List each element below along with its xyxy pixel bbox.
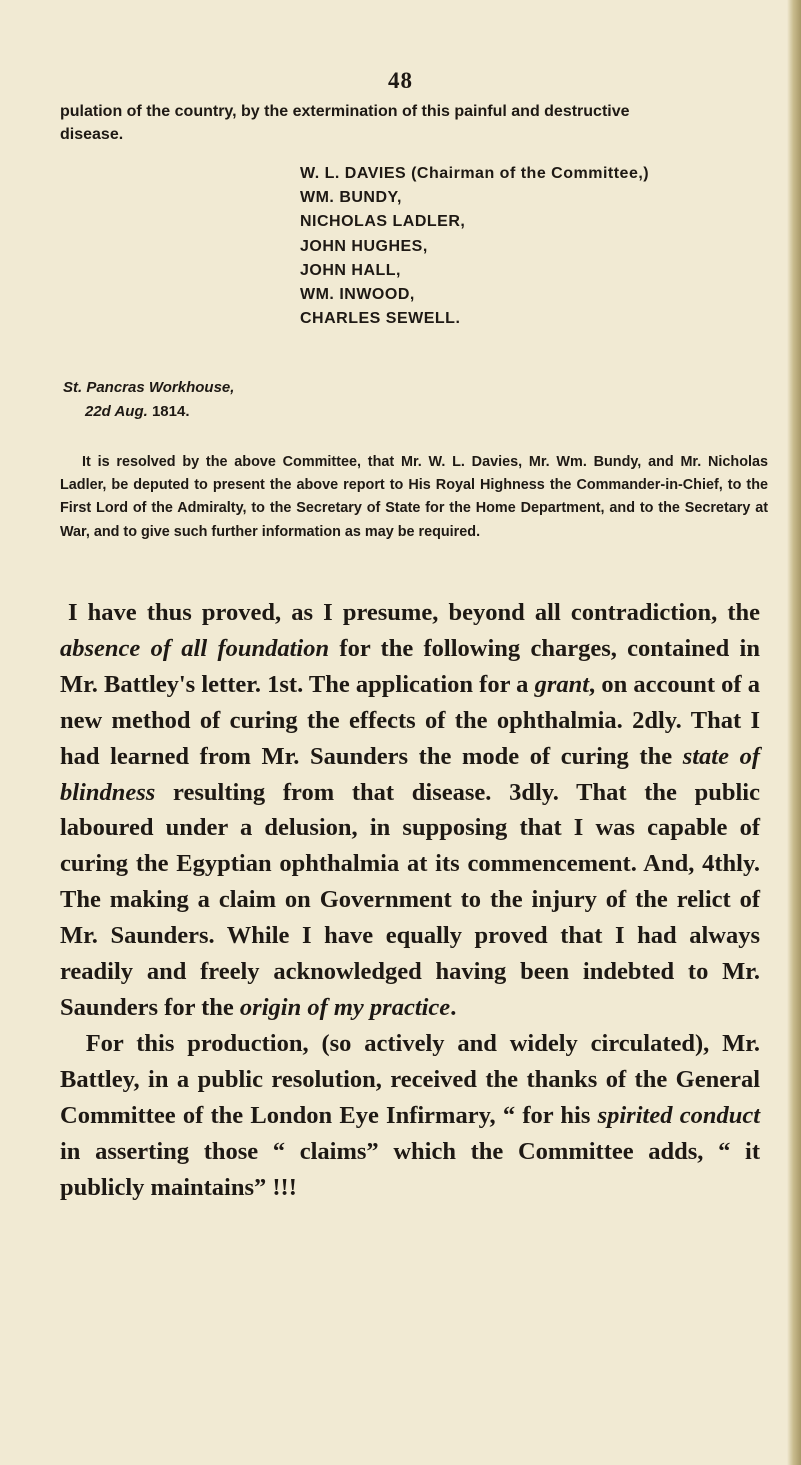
intro-line-1: pulation of the country, by the extermination of this painful and destructive (60, 103, 630, 120)
signatory: WM. INWOOD, (300, 286, 415, 304)
paragraph-text: For this production, (so actively and widely circulated), Mr. Battley, in a public resolution, received the thanks of the General Committee of the London Eye Infirmary, “ for his (60, 1029, 761, 1129)
emphasis-text: origin of my practice (239, 993, 451, 1021)
emphasis-text: grant (534, 670, 590, 698)
date-year: 1814. (151, 403, 190, 420)
signatory: NICHOLAS LADLER, (300, 213, 466, 231)
paragraph-text: for the following charges, contained in Mr. Battley's letter. 1st. The application for a (60, 634, 760, 698)
signatory: JOHN HALL, (300, 261, 401, 279)
emphasis-text: spirited conduct (597, 1101, 760, 1129)
paragraph-text: in asserting those “ claims” which the Committee adds, “ it publicly maintains” !!! (60, 1137, 760, 1201)
page-number: 48 (388, 68, 413, 93)
main-text (60, 595, 760, 1205)
date-line (63, 400, 234, 424)
paragraph-text: resulting from that disease. 3dly. That the public laboured under a delusion, in supposing that I was capable of curing the Egyptian ophthalmia at its commencement. And, 4thly. The making a claim on Government to the injury of the relict of Mr. Saunders. While I have equally proved that I had always readily and freely acknowledged having been indebted to Mr. Saunders for the (60, 778, 760, 1021)
paragraph-text: , on account of a new method of curing the effects of the ophthalmia. 2dly. That I had learned from Mr. Saunders the mode of curing the (60, 670, 760, 770)
signatory: JOHN HUGHES, (300, 237, 428, 255)
paragraph-text: . (450, 993, 457, 1021)
signatory: W. L. DAVIES (Chairman of the Committee,) (300, 165, 650, 182)
signatories-list (300, 162, 649, 331)
place-name: St. Pancras Workhouse, (63, 379, 235, 396)
signatory: CHARLES SEWELL. (300, 310, 461, 328)
intro-line-2: disease. (60, 126, 124, 143)
emphasis-text: state of blindness (60, 742, 760, 806)
signatory: WM. BUNDY, (300, 189, 402, 207)
date-day: 22d Aug. (85, 403, 148, 420)
paragraph-text: I have thus proved, as I presume, beyond all contradiction, the (68, 599, 760, 626)
page-edge-shadow (787, 0, 801, 1465)
body-paragraph (60, 595, 760, 1026)
emphasis-text: absence of all foundation (60, 634, 330, 662)
body-paragraph (60, 1026, 760, 1206)
intro-fragment (60, 100, 770, 146)
committee-resolution: It is resolved by the above Committee, that Mr. W. L. Davies, Mr. Wm. Bundy, and Mr. Nicholas Ladler, be deputed to present the above report to His Royal Highness the Commander-in-Chief, to the First Lord of the Admiralty, to the Secretary of State for the Home Department, and to the Secretary at War, and to give such further information as may be required. (60, 454, 768, 540)
place-and-date (63, 376, 234, 424)
